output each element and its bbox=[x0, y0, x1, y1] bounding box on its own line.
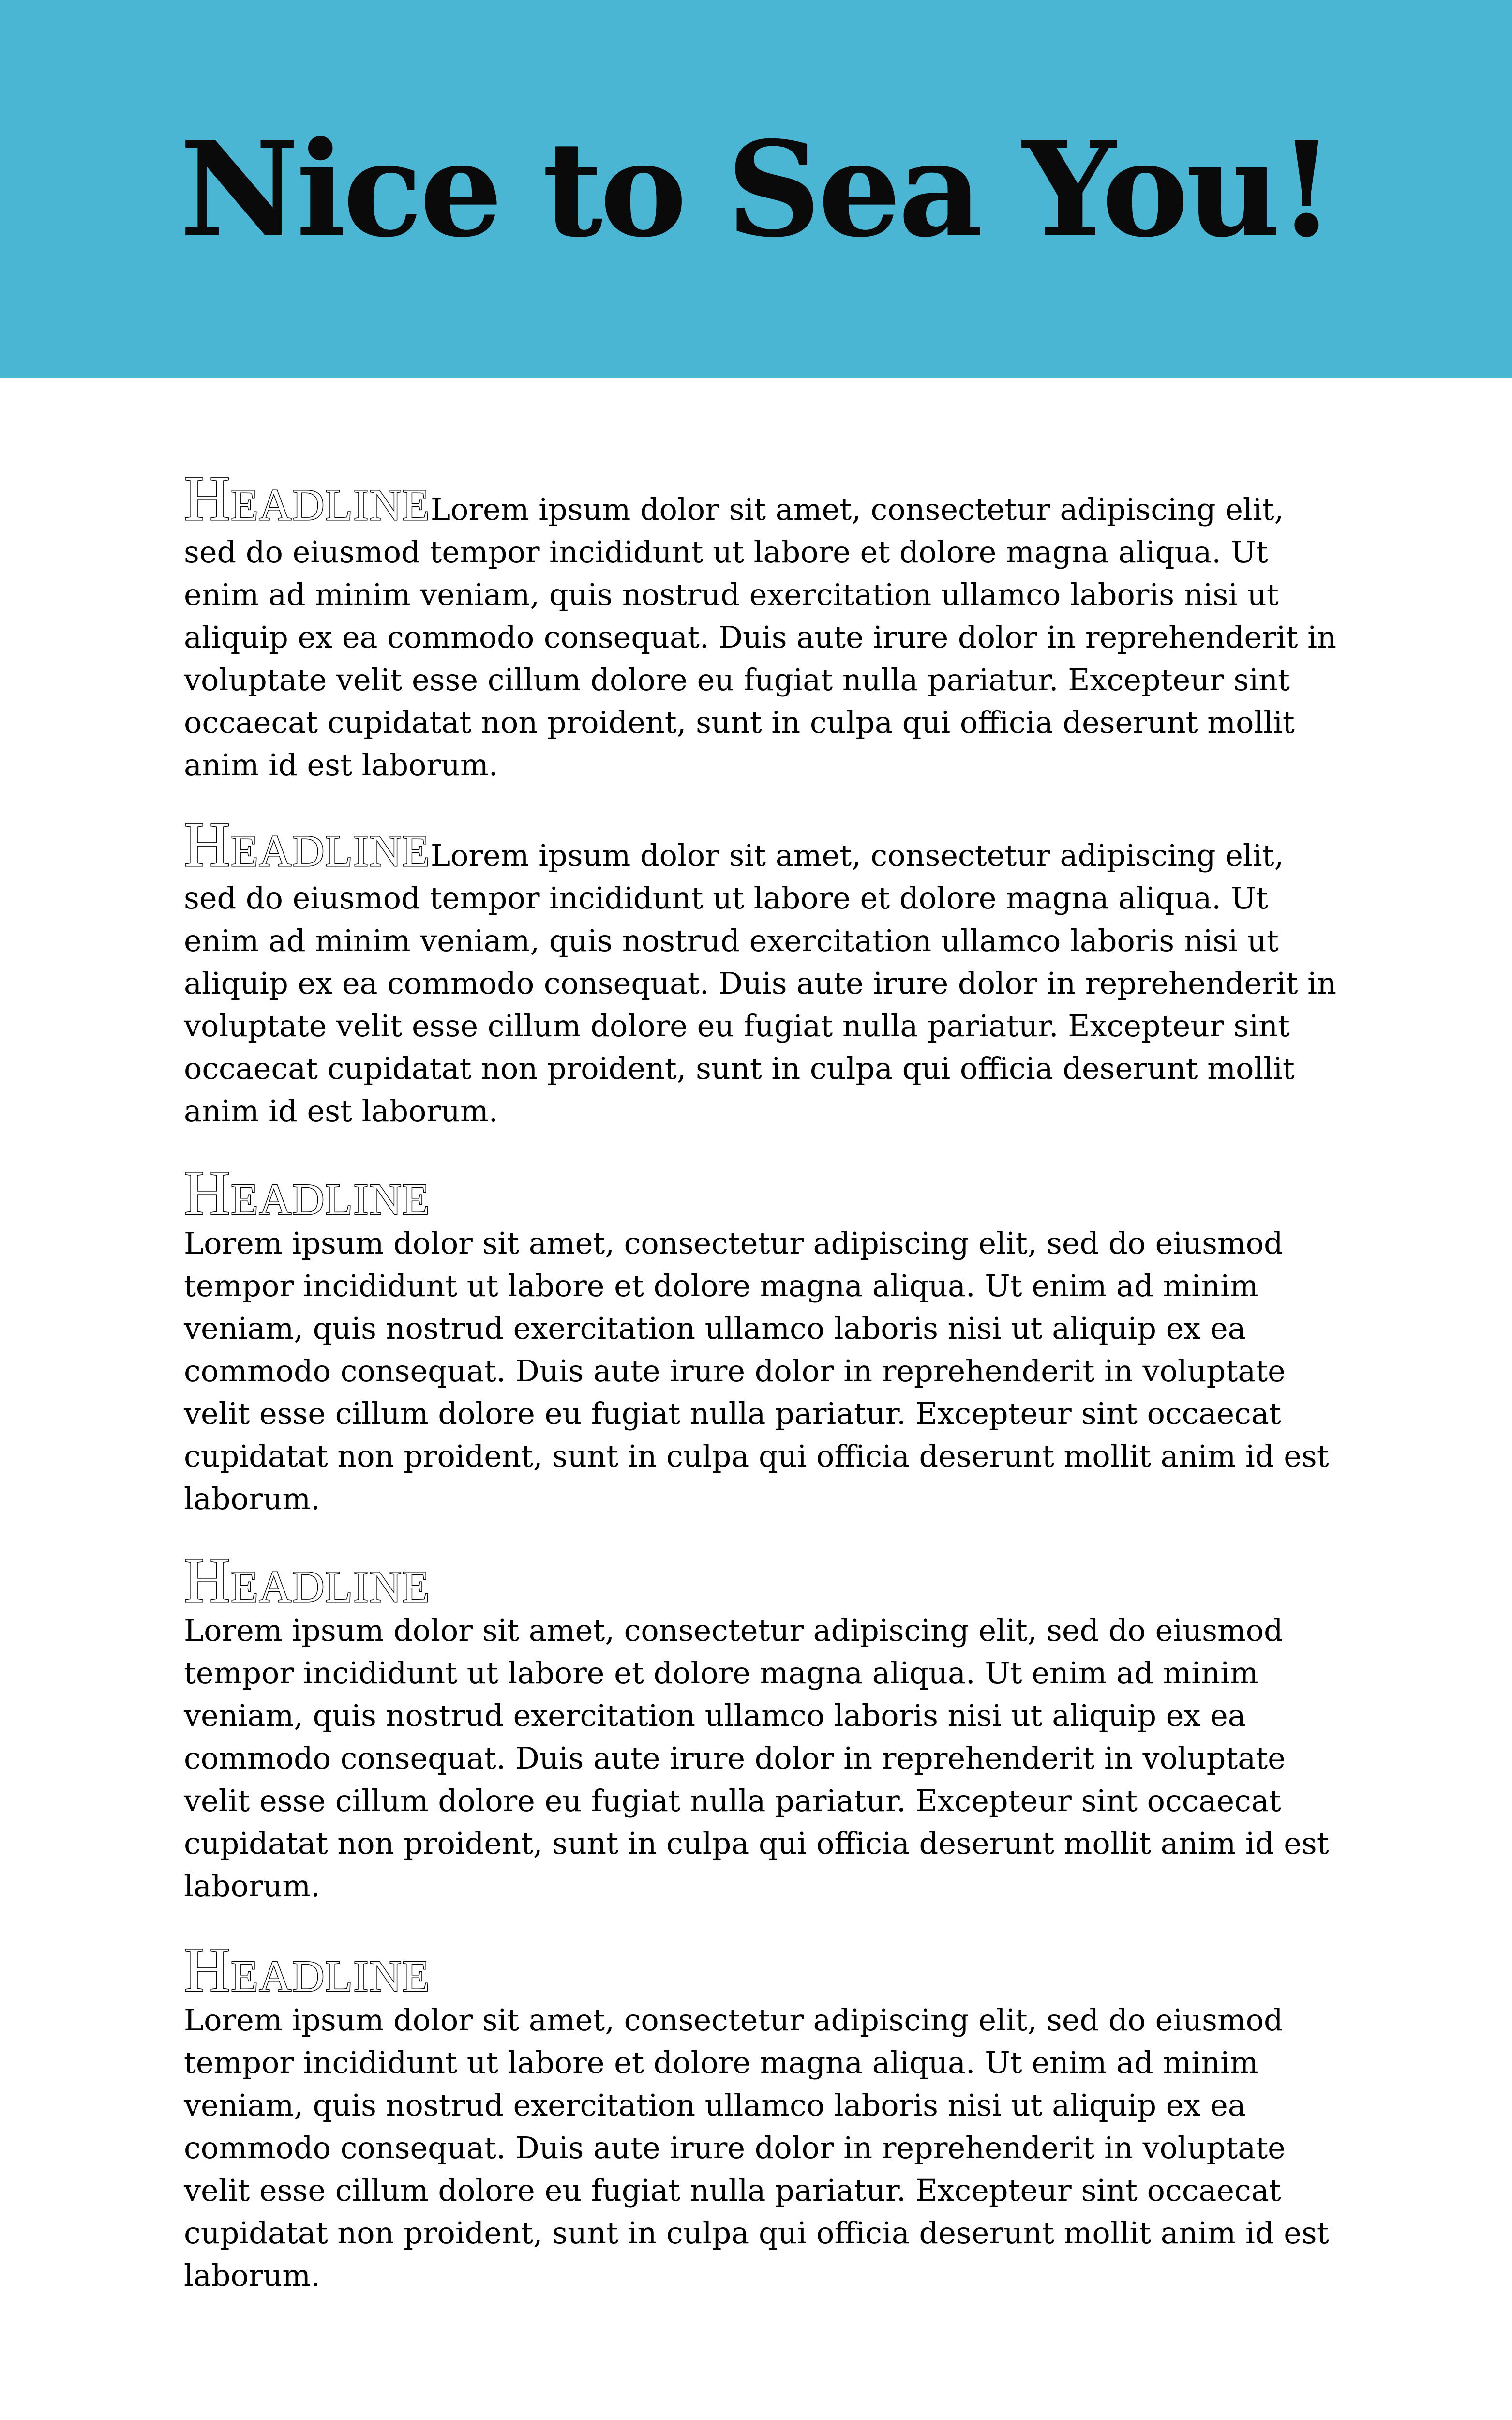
article-section-1 bbox=[184, 463, 1338, 786]
article-section-3 bbox=[184, 1157, 1338, 1520]
section-body: Lorem ipsum dolor sit amet, consectetur adipiscing elit, sed do eiusmod tempor incididunt ut labore et dolore magna aliqua. Ut enim ad minim veniam, quis nostrud exercitation ullamco laboris nisi ut aliquip ex ea commodo consequat. Duis aute irure dolor in reprehenderit in voluptate velit esse cillum dolore eu fugiat nulla pariatur. Excepteur sint occaecat cupidatat non proident, sunt in culpa qui officia deserunt mollit anim id est laborum. bbox=[184, 2002, 1329, 2293]
section-headline: Headline bbox=[184, 809, 431, 880]
section-body: Lorem ipsum dolor sit amet, consectetur adipiscing elit, sed do eiusmod tempor incididunt ut labore et dolore magna aliqua. Ut enim ad minim veniam, quis nostrud exercitation ullamco laboris nisi ut aliquip ex ea commodo consequat. Duis aute irure dolor in reprehenderit in voluptate velit esse cillum dolore eu fugiat nulla pariatur. Excepteur sint occaecat cupidatat non proident, sunt in culpa qui officia deserunt mollit anim id est laborum. bbox=[184, 838, 1337, 1129]
site-title: Nice to Sea You! bbox=[180, 112, 1332, 266]
section-body: Lorem ipsum dolor sit amet, consectetur adipiscing elit, sed do eiusmod tempor incididunt ut labore et dolore magna aliqua. Ut enim ad minim veniam, quis nostrud exercitation ullamco laboris nisi ut aliquip ex ea commodo consequat. Duis aute irure dolor in reprehenderit in voluptate velit esse cillum dolore eu fugiat nulla pariatur. Excepteur sint occaecat cupidatat non proident, sunt in culpa qui officia deserunt mollit anim id est laborum. bbox=[184, 1613, 1329, 1904]
section-headline: Headline bbox=[184, 463, 431, 534]
section-body: Lorem ipsum dolor sit amet, consectetur adipiscing elit, sed do eiusmod tempor incididunt ut labore et dolore magna aliqua. Ut enim ad minim veniam, quis nostrud exercitation ullamco laboris nisi ut aliquip ex ea commodo consequat. Duis aute irure dolor in reprehenderit in voluptate velit esse cillum dolore eu fugiat nulla pariatur. Excepteur sint occaecat cupidatat non proident, sunt in culpa qui officia deserunt mollit anim id est laborum. bbox=[184, 492, 1337, 783]
article-section-4 bbox=[184, 1544, 1338, 1907]
section-body: Lorem ipsum dolor sit amet, consectetur adipiscing elit, sed do eiusmod tempor incididunt ut labore et dolore magna aliqua. Ut enim ad minim veniam, quis nostrud exercitation ullamco laboris nisi ut aliquip ex ea commodo consequat. Duis aute irure dolor in reprehenderit in voluptate velit esse cillum dolore eu fugiat nulla pariatur. Excepteur sint occaecat cupidatat non proident, sunt in culpa qui officia deserunt mollit anim id est laborum. bbox=[184, 1225, 1329, 1516]
article-section-5 bbox=[184, 1934, 1338, 2297]
section-headline: Headline bbox=[184, 1934, 431, 2005]
article-section-2 bbox=[184, 809, 1338, 1133]
section-headline: Headline bbox=[184, 1157, 431, 1228]
site-header bbox=[0, 0, 1512, 378]
section-headline: Headline bbox=[184, 1544, 431, 1616]
